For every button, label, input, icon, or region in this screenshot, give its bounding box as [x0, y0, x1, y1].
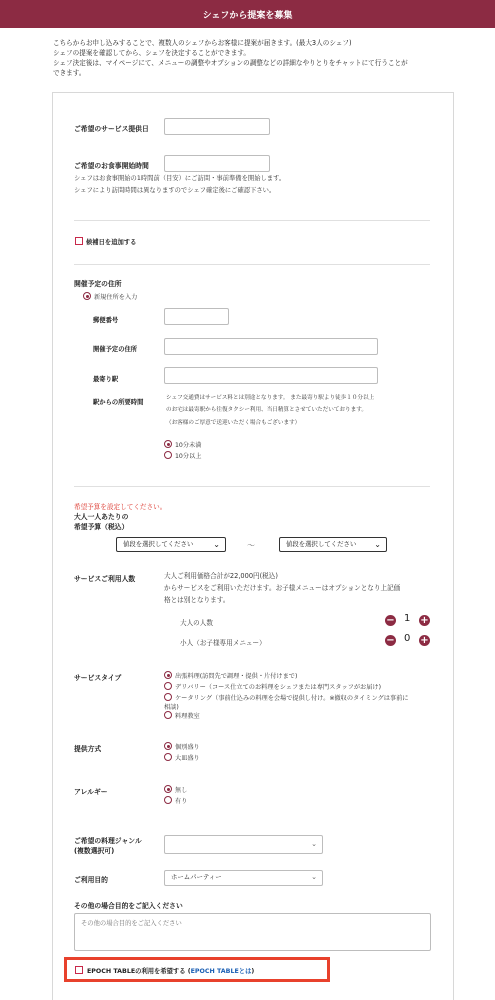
service-date-label: ご希望のサービス提供日	[74, 125, 149, 133]
service-type-delivery-radio[interactable]	[164, 682, 172, 690]
children-plus-button[interactable]: +	[420, 635, 429, 646]
intro-line: シェフの提案を確認してから、シェフを決定することができます。	[53, 49, 251, 57]
postal-code-label: 郵便番号	[93, 317, 119, 324]
epoch-table-info-link[interactable]: EPOCH TABLEとは	[190, 968, 252, 975]
budget-min-select[interactable]	[116, 537, 226, 552]
purpose-select[interactable]	[164, 870, 323, 886]
genre-label: ご希望の料理ジャンル	[74, 837, 142, 845]
page-title: シェフから提案を募集	[202, 10, 293, 21]
allergy-option: 無し	[175, 787, 188, 794]
service-type-option: ケータリング（事前仕込みの料理を会場で提供し付け。※撤収のタイミングは事前に	[175, 695, 409, 702]
service-type-delivery-cooking-radio[interactable]	[164, 671, 172, 679]
allergy-yes-radio[interactable]	[164, 796, 172, 804]
station-label: 最寄り駅	[93, 376, 119, 383]
adults-plus-button[interactable]: +	[420, 615, 429, 626]
people-desc: 格とは別となります。	[164, 596, 230, 604]
chevron-down-icon: ⌄	[311, 840, 317, 848]
budget-max-select[interactable]	[279, 537, 387, 552]
adults-minus-button[interactable]: −	[386, 615, 395, 626]
station-time-label: 駅からの所要時間	[93, 399, 144, 406]
intro-text	[53, 38, 463, 78]
serving-individual-radio[interactable]	[164, 742, 172, 750]
station-time-option: 10分未満	[175, 442, 202, 449]
people-label: サービスご利用人数	[74, 575, 136, 583]
chevron-down-icon: ⌄	[311, 873, 317, 881]
station-time-under-10-radio[interactable]	[164, 440, 172, 448]
service-type-option: デリバリー（コース仕立てのお料理をシェフまたは専門スタッフがお届け)	[175, 684, 381, 691]
postal-code-input[interactable]	[164, 308, 229, 325]
epoch-table-checkbox[interactable]	[75, 966, 83, 974]
budget-label: 希望予算（税込）	[74, 523, 129, 531]
budget-max-value: 値段を選択してください	[286, 540, 357, 548]
intro-line: できます。	[53, 69, 86, 77]
allergy-none-radio[interactable]	[164, 785, 172, 793]
add-candidate-label: 候補日を追加する	[86, 239, 137, 246]
allergy-label: アレルギー	[74, 788, 108, 796]
meal-start-time-label: ご希望のお食事開始時間	[74, 162, 149, 170]
genre-multiselect[interactable]	[164, 835, 323, 854]
time-note: シェフにより訪問時間は異なりますのでシェフ確定後にご確認下さい。	[74, 187, 276, 194]
serving-method-label: 提供方式	[74, 745, 102, 753]
station-input[interactable]	[164, 367, 378, 384]
service-type-label: サービスタイプ	[74, 674, 122, 682]
address-input[interactable]	[164, 338, 378, 355]
divider	[74, 264, 430, 265]
new-address-label: 新規住所を入力	[94, 294, 138, 301]
people-desc: からサービスをご利用いただけます。お子様メニューはオプションとなり上記価	[164, 584, 401, 592]
epoch-link-paren: )	[251, 968, 255, 975]
service-type-catering-radio[interactable]	[164, 693, 172, 701]
adults-label: 大人の人数	[180, 619, 213, 627]
intro-line: シェフ決定後は、マイページにて、メニューの調整やオプションの調整などの詳細なやりとりをチャットにて行うことが	[53, 59, 408, 67]
chevron-down-icon: ⌄	[213, 540, 220, 549]
add-candidate-checkbox[interactable]	[75, 237, 83, 245]
epoch-table-label	[87, 966, 254, 975]
meal-start-time-input[interactable]	[164, 155, 270, 172]
budget-warning: 希望予算を設定してください。	[74, 503, 167, 511]
people-desc: 大人ご利用価格合計が22,000円(税込)	[164, 572, 278, 580]
fare-note: シェフ交通費はサービス料とは別途となります。 また最寄り駅より徒歩１０分以上	[166, 395, 375, 401]
children-label: 小人（お子様専用メニュー）	[180, 639, 266, 647]
adults-count: 1	[404, 613, 411, 624]
children-minus-button[interactable]: −	[386, 635, 395, 646]
epoch-table-label-text: EPOCH TABLEの利用を希望する	[87, 968, 186, 975]
serving-platter-radio[interactable]	[164, 753, 172, 761]
serving-option: 個別盛り	[175, 744, 200, 751]
epoch-link-paren: (	[187, 968, 191, 975]
allergy-option: 有り	[175, 798, 188, 805]
fare-note: のお宅は最寄駅から往復タクシー利用、当日精算とさせていただいております。	[166, 407, 367, 413]
budget-min-value: 値段を選択してください	[123, 540, 194, 548]
address-label: 開催予定の住所	[93, 346, 138, 353]
page-header	[0, 0, 495, 28]
time-note: シェフはお食事開始の1時間前（目安）にご訪問・事前準備を開始します。	[74, 175, 286, 182]
station-time-over-10-radio[interactable]	[164, 451, 172, 459]
chevron-down-icon: ⌄	[374, 540, 381, 549]
other-purpose-label: その他の場合目的をご記入ください	[74, 902, 183, 910]
address-section-label: 開催予定の住所	[74, 280, 122, 288]
service-type-option-cont: 相談)	[164, 704, 179, 711]
divider	[74, 486, 430, 487]
purpose-value: ホームパーティー	[171, 873, 222, 881]
purpose-label: ご利用目的	[74, 876, 108, 884]
genre-label-sub: (複数選択可)	[74, 847, 115, 855]
children-count: 0	[404, 633, 411, 644]
budget-label: 大人一人あたりの	[74, 513, 129, 521]
service-date-input[interactable]	[164, 118, 270, 135]
new-address-radio[interactable]	[83, 292, 91, 300]
service-type-option: 出張料理(訪問先で調理・提供・片付けまで)	[175, 673, 298, 680]
station-time-option: 10分以上	[175, 453, 202, 460]
range-tilde: 〜	[247, 541, 255, 550]
other-purpose-textarea[interactable]	[74, 913, 431, 951]
intro-line: こちらからお申し込みすることで、複数人のシェフからお客様に提案が届きます。(最大3人のシェフ)	[53, 39, 352, 47]
divider	[74, 220, 430, 221]
fare-note: （お客様のご厚意で送迎いただく場合もございます）	[166, 420, 301, 426]
serving-option: 大皿盛り	[175, 755, 200, 762]
service-type-cooking-class-radio[interactable]	[164, 711, 172, 719]
service-type-option: 料理教室	[175, 713, 200, 720]
